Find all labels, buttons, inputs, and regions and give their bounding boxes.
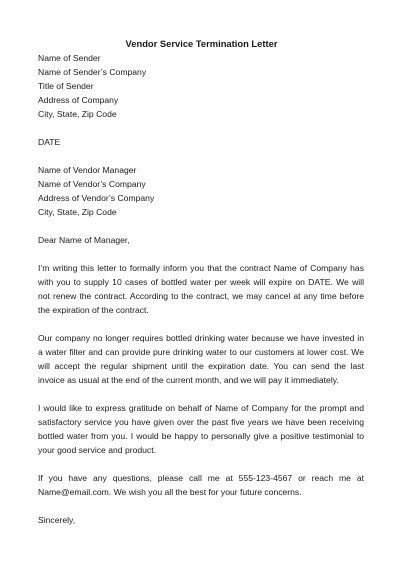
paragraph-notice: I’m writing this letter to formally inform you that the contract Name of Company has with you to supply 10 cases of bottled water per week will expire on DATE. We will not renew the contract. According to the contract, we may cancel at any time before the expiration of the contract.: [38, 263, 364, 315]
recipient-address: Address of Vendor’s Company: [38, 193, 155, 203]
paragraph-reason: Our company no longer requires bottled drinking water because we have invested in a water filter and can provide pure drinking water to our customers at lower cost. We will accept the regular shipment until the expiration date. You can send the last invoice as usual at the end of the current month, and we will pay it immediately.: [38, 333, 364, 385]
sender-company: Name of Sender’s Company: [38, 67, 147, 77]
recipient-city-state-zip: City, State, Zip Code: [38, 207, 117, 217]
paragraph-contact: If you have any questions, please call me at 555-123-4567 or reach me at Name@email.com. We wish you all the best for your future concerns.: [38, 473, 364, 497]
salutation: Dear Name of Manager,: [38, 235, 130, 245]
date-line: [38, 135, 364, 149]
sender-block: [38, 51, 364, 121]
sender-address: Address of Company: [38, 95, 119, 105]
sender-city-state-zip: City, State, Zip Code: [38, 109, 117, 119]
letter-title: Vendor Service Termination Letter: [125, 38, 278, 49]
paragraph-gratitude: I would like to express gratitude on behalf of Name of Company for the prompt and satisfactory service you have given over the past five years we have been receiving bottled water from you. I would be happy to personally give a positive testimonial to your good service and product.: [38, 403, 364, 455]
recipient-name: Name of Vendor Manager: [38, 165, 137, 175]
recipient-block: [38, 163, 364, 219]
letter-body: [38, 51, 364, 527]
closing: Sincerely,: [38, 515, 76, 525]
sender-title: Title of Sender: [38, 81, 94, 91]
recipient-company: Name of Vendor’s Company: [38, 179, 146, 189]
sender-name: Name of Sender: [38, 53, 101, 63]
letter-date: DATE: [38, 137, 61, 147]
